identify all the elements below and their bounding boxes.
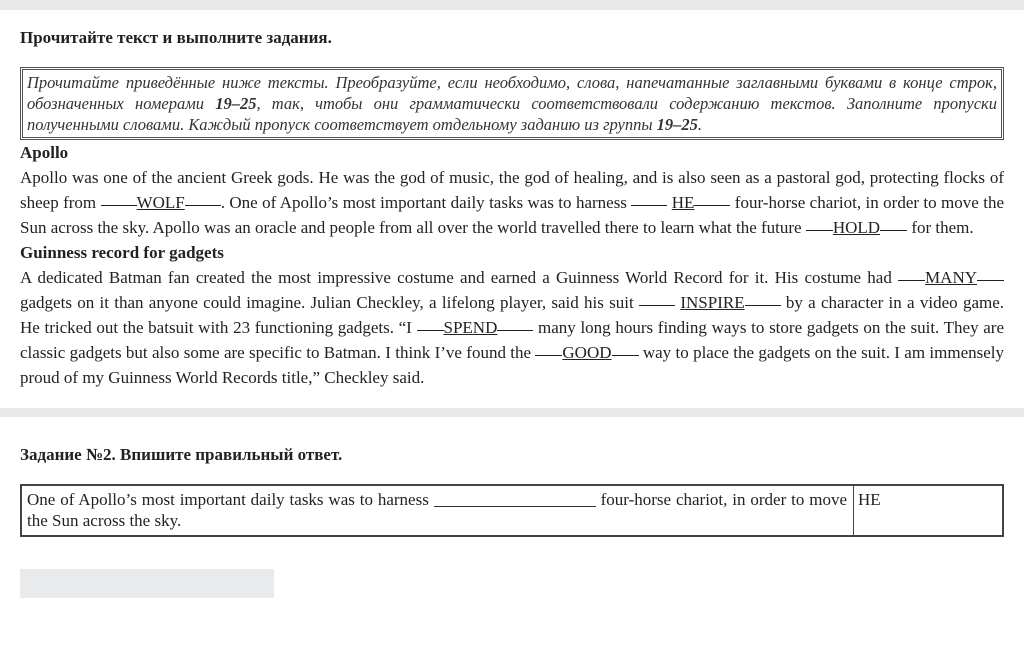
task-before: One of Apollo’s most important daily tasks was to harness	[27, 490, 434, 509]
apollo-t1: Apollo was one of the ancient Greek gods. He was the god of music, the god of healing, and is also seen as a pastoral god, protecting flocks of sheep from	[20, 168, 1004, 212]
gap	[631, 204, 667, 206]
guinness-title: Guinness record for gadgets	[20, 243, 224, 262]
section-separator	[0, 408, 1024, 417]
apollo-title: Apollo	[20, 143, 69, 162]
instructions-part1: Прочитайте приведённые ниже тексты. Преобразуйте, если необходимо, слова, напечатанные заглавными буквами в конце строк, обозначенных номерами	[27, 73, 997, 113]
task-title: Задание №2. Впишите правильный ответ.	[20, 445, 343, 464]
top-bar	[0, 0, 1024, 10]
reading-section	[0, 10, 1024, 390]
answer-input-placeholder[interactable]	[20, 569, 274, 598]
task-keyword: HE	[858, 490, 881, 509]
gap	[880, 229, 907, 231]
apollo-t3: four-horse chariot, in order to move the Sun across the sky. Apollo was an oracle and people from all over the world travelled there to learn what the future	[20, 193, 1004, 237]
guinness-t1: A dedicated Batman fan created the most impressive costume and earned a Guinness World Record for it. His costume had	[20, 268, 899, 287]
apollo-t4: for them.	[907, 218, 974, 237]
keyword-hold: HOLD	[832, 218, 881, 237]
answer-blank	[434, 505, 596, 507]
instructions-part2: , так, чтобы они грамматически соответствовали содержанию текстов. Заполните пропуски полученными словами. Каждый пропуск соответствует отдельному заданию из группы	[27, 94, 998, 134]
keyword-inspire: INSPIRE	[680, 293, 745, 312]
keyword-good: GOOD	[562, 343, 612, 362]
gap	[535, 354, 562, 356]
gap	[806, 229, 833, 231]
gap	[185, 204, 221, 206]
gap	[101, 204, 137, 206]
apollo-t2: . One of Apollo’s most important daily tasks was to harness	[220, 193, 632, 212]
instructions-box	[20, 67, 1004, 140]
guinness-t4: many long hours finding ways to store gadgets on the suit. They are classic gadgets but also some are specific to Batman. I think I’ve found the	[20, 318, 1004, 362]
task-after: four-horse chariot, in order to move the Sun across the sky.	[27, 490, 847, 530]
gap	[639, 304, 675, 306]
instructions-range2: 19–25	[656, 115, 698, 134]
task-sentence	[22, 486, 854, 535]
instructions-part3: .	[697, 115, 703, 134]
keyword-many: MANY	[925, 268, 977, 287]
keyword-he: HE	[671, 193, 695, 212]
guinness-t2: gadgets on it than anyone could imagine. Julian Checkley, a lifelong player, said his suit	[20, 293, 640, 312]
gap	[497, 329, 533, 331]
gap	[612, 354, 639, 356]
gap	[977, 279, 1004, 281]
guinness-t5: way to place the gadgets on the suit. I am immensely proud of my Guinness World Records title,” Checkley said.	[20, 343, 1004, 387]
task-table	[20, 484, 1004, 537]
keyword-spend: SPEND	[443, 318, 498, 337]
guinness-t3: by a character in a video game. He tricked out the batsuit with 23 functioning gadgets. “I	[20, 293, 1005, 337]
instructions-range1: 19–25	[215, 94, 257, 113]
task-section	[0, 417, 1024, 537]
gap	[745, 304, 781, 306]
apollo-text	[20, 165, 1004, 240]
guinness-text	[20, 265, 1004, 390]
gap	[417, 329, 444, 331]
keyword-wolf: WOLF	[136, 193, 185, 212]
gap	[694, 204, 730, 206]
gap	[898, 279, 925, 281]
page-title: Прочитайте текст и выполните задания.	[20, 28, 332, 47]
